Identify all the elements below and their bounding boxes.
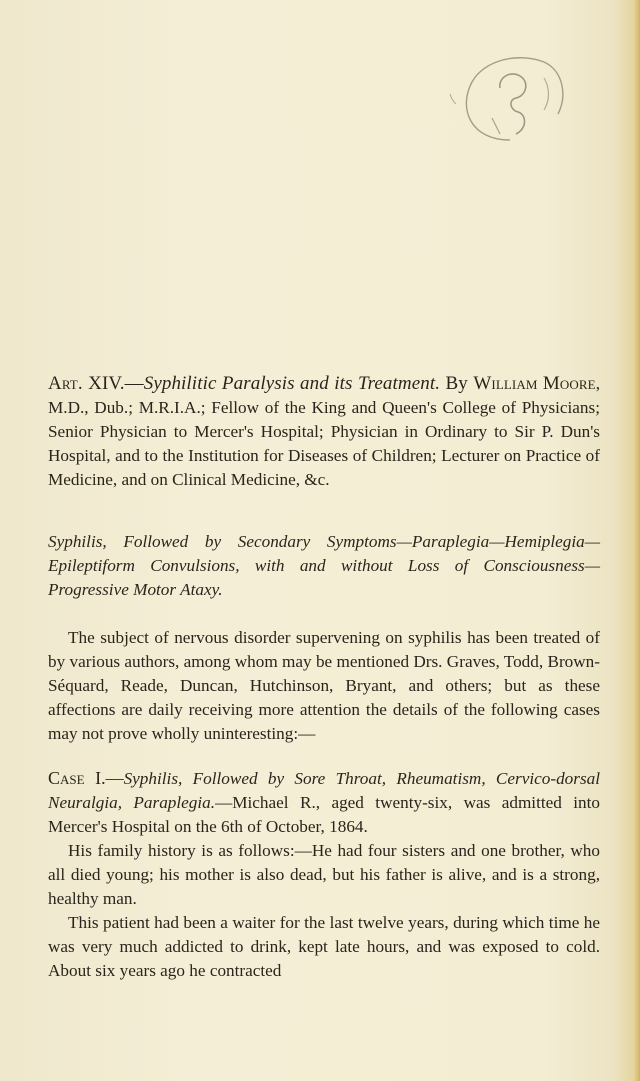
author-name: William Moore bbox=[473, 373, 596, 394]
library-stamp-mark bbox=[440, 48, 580, 158]
case-title: Syphilis, Followed by Sore Throat, Rheumatism, Cervico-dorsal Neuralgia, Paraplegia. bbox=[48, 769, 600, 812]
author-credentials: , M.D., Dub.; M.R.I.A.; Fellow of the King and Queen's College of Physicians; Senior Physician to Mercer's Hospital; Physician in Ordinary to Sir P. Dun's Hospital, and to the Institution for Diseases of Children; Lecturer on Practice of Medicine, and on Clinical Medicine, &c. bbox=[48, 374, 601, 489]
case-label: Case I.— bbox=[48, 768, 124, 788]
article-header bbox=[48, 372, 600, 492]
article-number: Art. XIV.— bbox=[48, 373, 144, 394]
case-text: —Michael R., aged twenty-six, was admitted into Mercer's Hospital on the 6th of October, 1864. bbox=[48, 793, 601, 836]
page-edge-shadow bbox=[634, 0, 640, 1081]
case-one-section bbox=[48, 766, 600, 983]
case-one-first-paragraph bbox=[48, 766, 600, 839]
byline-by: By bbox=[440, 373, 474, 394]
case-patient-history: This patient had been a waiter for the last twelve years, during which time he was very much addicted to drink, kept late hours, and was exposed to cold. About six years ago he contracted bbox=[48, 913, 600, 980]
case-family-history: His family history is as follows:—He had four sisters and one brother, who all died young; his mother is also dead, but his father is alive, and is a strong, healthy man. bbox=[48, 841, 600, 908]
intro-paragraph: The subject of nervous disorder supervening on syphilis has been treated of by various authors, among whom may be mentioned Drs. Graves, Todd, Brown-Séquard, Reade, Duncan, Hutchinson, Bryant, and others; but as these affections are daily receiving more attention the details of the following cases may not prove wholly uninteresting:— bbox=[48, 628, 600, 743]
article-subheading: Syphilis, Followed by Secondary Symptoms—Paraplegia—Hemiplegia—Epileptiform Convulsions, with and without Loss of Consciousness—Progressive Motor Ataxy. bbox=[48, 532, 600, 599]
article-title: Syphilitic Paralysis and its Treatment. bbox=[143, 373, 441, 394]
